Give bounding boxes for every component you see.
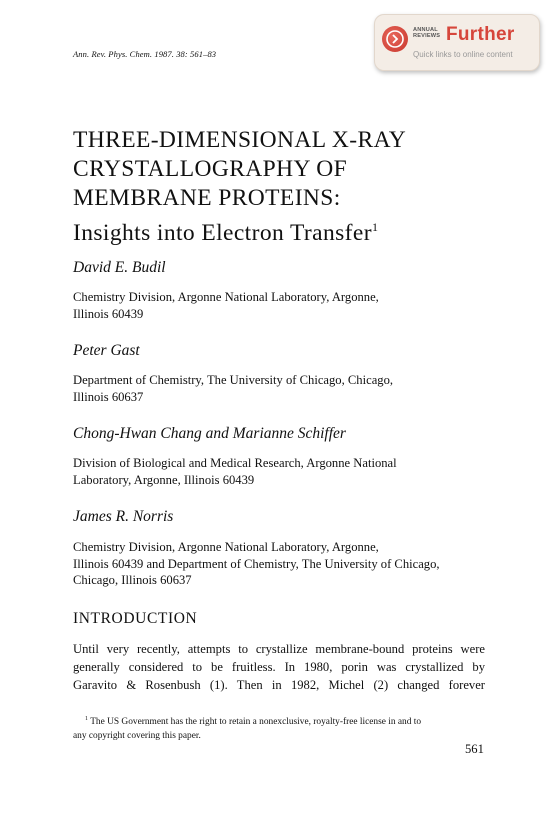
further-subtitle: Quick links to online content bbox=[413, 50, 513, 59]
footnote: $^1$ The US Government has the right to retain a nonexclusive, royalty-free license in and to any copyright covering this paper. bbox=[73, 716, 422, 741]
footnote-marker: 1 bbox=[85, 716, 88, 722]
section-heading: INTRODUCTION bbox=[73, 610, 198, 627]
author-affiliation: Chemistry Division, Argonne National Laboratory, Argonne, Illinois 60439 and Department of Chemistry, The University of Chicago, Chicago, Illinois 60637 bbox=[73, 540, 440, 587]
title-footnote-marker[interactable]: 1 bbox=[371, 220, 379, 234]
further-title: Further bbox=[446, 24, 515, 45]
title-line: MEMBRANE PROTEINS: bbox=[73, 185, 341, 211]
further-link-badge[interactable] bbox=[374, 14, 540, 71]
author-affiliation: Department of Chemistry, The University of Chicago, Chicago, Illinois 60637 bbox=[73, 373, 394, 404]
title-line: CRYSTALLOGRAPHY OF bbox=[73, 156, 348, 182]
journal-reference: Ann. Rev. Phys. Chem. 1987. 38: 561–83 bbox=[73, 49, 217, 59]
body-line: Garavito & Rosenbush (1). Then in 1982, Michel (2) changed forever bbox=[73, 678, 485, 692]
author-affiliation: Division of Biological and Medical Research, Argonne National Laboratory, Argonne, Illinois 60439 bbox=[73, 456, 397, 487]
author-name: David E. Budil bbox=[73, 259, 166, 276]
arrow-link-icon bbox=[382, 26, 408, 52]
body-line: generally considered to be fruitless. In 1980, porin was crystallized by bbox=[73, 660, 485, 674]
author-name: Peter Gast bbox=[73, 342, 140, 359]
annual-reviews-logo: ANNUAL REVIEWS bbox=[413, 27, 441, 40]
article-title bbox=[73, 126, 513, 248]
title-line: Insights into Electron Transfer$^1$ bbox=[73, 220, 379, 246]
body-line: Until very recently, attempts to crystallize membrane-bound proteins were bbox=[73, 642, 485, 656]
title-line: THREE-DIMENSIONAL X-RAY bbox=[73, 127, 407, 153]
page-number: 561 bbox=[465, 742, 484, 756]
author-name: Chong-Hwan Chang and Marianne Schiffer bbox=[73, 425, 346, 442]
body-paragraph bbox=[73, 640, 485, 694]
author-name: James R. Norris bbox=[73, 508, 174, 525]
author-affiliation: Chemistry Division, Argonne National Laboratory, Argonne, Illinois 60439 bbox=[73, 290, 379, 321]
